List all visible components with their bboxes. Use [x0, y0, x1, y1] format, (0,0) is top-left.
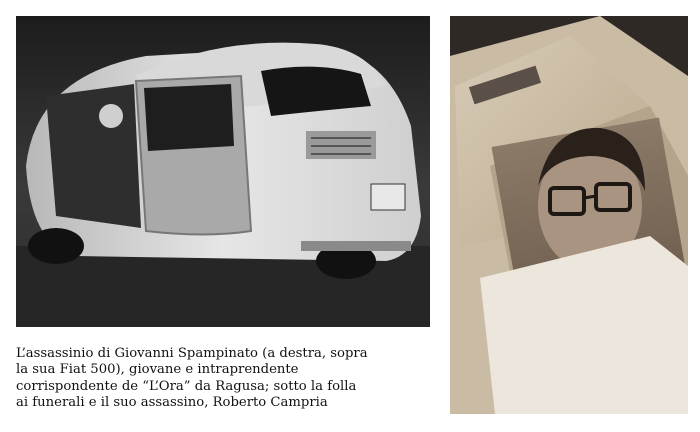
- caption-line: la sua Fiat 500), giovane e intraprendente: [16, 362, 299, 378]
- photo-caption: [16, 346, 430, 412]
- caption-line: L’assassinio di Giovanni Spampinato (a destra, sopra: [16, 346, 368, 361]
- portrait-newspapers-photo: [450, 16, 688, 414]
- car-photo: [16, 16, 430, 327]
- caption-line: corrispondente de “L’Ora” da Ragusa; sotto la folla: [16, 378, 357, 394]
- caption-line: ai funerali e il suo assassino, Roberto Campria: [16, 395, 328, 411]
